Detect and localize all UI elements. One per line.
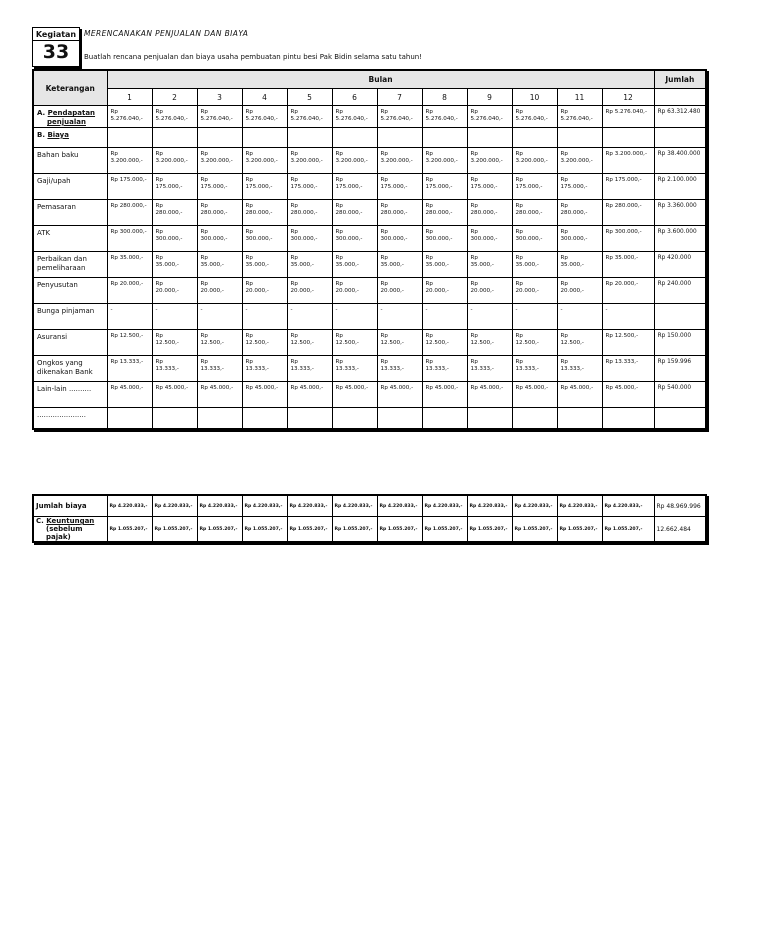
month-header: 5 <box>287 89 332 106</box>
month-cell: Rp 280.000,- <box>602 200 654 226</box>
kegiatan-badge <box>32 27 80 67</box>
month-header: 11 <box>557 89 602 106</box>
month-cell <box>557 128 602 148</box>
month-cell: Rp 13.333,- <box>377 356 422 382</box>
month-header: 7 <box>377 89 422 106</box>
row-label: Ongkos yang dikenakan Bank <box>33 356 107 382</box>
month-cell: Rp 5.276.040,- <box>512 106 557 128</box>
month-cell: Rp 4.220.833,- <box>602 495 654 517</box>
month-cell: Rp 300.000,- <box>422 226 467 252</box>
page-title: MERENCANAKAN PENJUALAN DAN BIAYA <box>84 29 249 38</box>
month-cell: Rp 3.200.000,- <box>377 148 422 174</box>
month-cell: Rp 300.000,- <box>107 226 152 252</box>
month-cell: Rp 3.200.000,- <box>287 148 332 174</box>
total-cell: Rp 150.000 <box>654 330 706 356</box>
total-cell: Rp 240.000 <box>654 278 706 304</box>
month-cell: Rp 35.000,- <box>557 252 602 278</box>
cost-row <box>33 382 706 408</box>
month-cell <box>152 408 197 429</box>
month-cell: Rp 4.220.833,- <box>152 495 197 517</box>
row-label: Penyusutan <box>33 278 107 304</box>
instruction-text: Buatlah rencana penjualan dan biaya usaha pembuatan pintu besi Pak Bidin selama satu tahun! <box>84 53 423 61</box>
month-cell: Rp 300.000,- <box>242 226 287 252</box>
month-cell <box>152 128 197 148</box>
month-cell: Rp 280.000,- <box>377 200 422 226</box>
row-keuntungan <box>33 517 706 543</box>
month-cell: Rp 13.333,- <box>467 356 512 382</box>
month-cell: Rp 4.220.833,- <box>242 495 287 517</box>
month-cell: Rp 3.200.000,- <box>512 148 557 174</box>
month-cell <box>332 408 377 429</box>
month-cell: Rp 1.055.207,- <box>422 517 467 543</box>
month-cell: Rp 280.000,- <box>467 200 512 226</box>
month-cell <box>197 408 242 429</box>
total-cell: Rp 2.100.000 <box>654 174 706 200</box>
month-cell: Rp 12.500,- <box>557 330 602 356</box>
month-cell: Rp 20.000,- <box>287 278 332 304</box>
month-cell: Rp 45.000,- <box>377 382 422 408</box>
month-cell <box>107 128 152 148</box>
month-cell: - <box>512 304 557 330</box>
month-cell: Rp 5.276.040,- <box>152 106 197 128</box>
month-cell: Rp 35.000,- <box>467 252 512 278</box>
month-cell: Rp 1.055.207,- <box>152 517 197 543</box>
row-label: Gaji/upah <box>33 174 107 200</box>
month-cell: Rp 13.333,- <box>197 356 242 382</box>
month-cell <box>287 128 332 148</box>
month-cell: Rp 175.000,- <box>557 174 602 200</box>
month-cell: Rp 45.000,- <box>422 382 467 408</box>
month-cell: Rp 175.000,- <box>107 174 152 200</box>
month-cell: Rp 175.000,- <box>512 174 557 200</box>
month-cell: Rp 12.500,- <box>197 330 242 356</box>
month-cell <box>602 408 654 429</box>
row-label: Lain-lain .......... <box>33 382 107 408</box>
month-cell: Rp 45.000,- <box>197 382 242 408</box>
kegiatan-label: Kegiatan <box>33 28 79 41</box>
month-cell: Rp 4.220.833,- <box>422 495 467 517</box>
month-cell: Rp 12.500,- <box>287 330 332 356</box>
month-cell <box>332 128 377 148</box>
month-cell <box>377 128 422 148</box>
month-cell: Rp 300.000,- <box>287 226 332 252</box>
month-cell: Rp 13.333,- <box>107 356 152 382</box>
row-pendapatan <box>33 106 706 128</box>
month-cell: Rp 175.000,- <box>242 174 287 200</box>
month-cell: Rp 300.000,- <box>512 226 557 252</box>
month-cell: Rp 175.000,- <box>422 174 467 200</box>
month-cell: Rp 5.276.040,- <box>332 106 377 128</box>
month-cell: Rp 20.000,- <box>602 278 654 304</box>
month-cell <box>512 408 557 429</box>
month-cell: Rp 3.200.000,- <box>332 148 377 174</box>
month-cell: Rp 20.000,- <box>557 278 602 304</box>
month-cell: Rp 175.000,- <box>377 174 422 200</box>
cost-row <box>33 408 706 429</box>
month-cell: Rp 35.000,- <box>107 252 152 278</box>
total-cell <box>654 408 706 429</box>
row-label: Jumlah biaya <box>33 495 107 517</box>
total-cell: Rp 540.000 <box>654 382 706 408</box>
month-header: 1 <box>107 89 152 106</box>
month-cell: Rp 300.000,- <box>467 226 512 252</box>
month-cell: Rp 3.200.000,- <box>107 148 152 174</box>
month-header: 3 <box>197 89 242 106</box>
month-cell <box>512 128 557 148</box>
month-cell: Rp 280.000,- <box>332 200 377 226</box>
header-bulan: Bulan <box>107 70 654 89</box>
month-cell: Rp 13.333,- <box>422 356 467 382</box>
month-cell: Rp 12.500,- <box>602 330 654 356</box>
summary-table <box>32 494 707 543</box>
month-cell: Rp 13.333,- <box>152 356 197 382</box>
month-header: 9 <box>467 89 512 106</box>
month-cell: Rp 280.000,- <box>152 200 197 226</box>
month-cell <box>287 408 332 429</box>
month-cell: Rp 280.000,- <box>107 200 152 226</box>
month-cell: Rp 5.276.040,- <box>467 106 512 128</box>
month-cell: Rp 280.000,- <box>557 200 602 226</box>
month-cell: Rp 3.200.000,- <box>557 148 602 174</box>
month-cell: Rp 4.220.833,- <box>512 495 557 517</box>
total-cell: Rp 63.312.480 <box>654 106 706 128</box>
month-header: 6 <box>332 89 377 106</box>
month-cell <box>467 128 512 148</box>
month-cell: Rp 35.000,- <box>602 252 654 278</box>
cost-row <box>33 200 706 226</box>
month-cell: Rp 20.000,- <box>467 278 512 304</box>
row-jumlah-biaya <box>33 495 706 517</box>
month-cell: Rp 1.055.207,- <box>107 517 152 543</box>
month-cell <box>107 408 152 429</box>
cost-row <box>33 174 706 200</box>
month-cell: Rp 5.276.040,- <box>242 106 287 128</box>
plan-table <box>32 69 707 430</box>
month-cell: Rp 20.000,- <box>422 278 467 304</box>
month-cell: Rp 3.200.000,- <box>152 148 197 174</box>
month-cell: Rp 13.333,- <box>287 356 332 382</box>
month-cell: Rp 20.000,- <box>197 278 242 304</box>
month-cell: - <box>602 304 654 330</box>
row-label: Bahan baku <box>33 148 107 174</box>
row-label: Bunga pinjaman <box>33 304 107 330</box>
cost-row <box>33 148 706 174</box>
month-cell: Rp 3.200.000,- <box>197 148 242 174</box>
month-cell: Rp 1.055.207,- <box>512 517 557 543</box>
total-cell: Rp 38.400.000 <box>654 148 706 174</box>
month-cell: Rp 45.000,- <box>152 382 197 408</box>
row-label: Perbaikan dan pemeliharaan <box>33 252 107 278</box>
header-jumlah: Jumlah <box>654 70 706 89</box>
month-cell: Rp 45.000,- <box>242 382 287 408</box>
month-cell: Rp 12.500,- <box>242 330 287 356</box>
month-cell: Rp 300.000,- <box>557 226 602 252</box>
month-cell: Rp 35.000,- <box>332 252 377 278</box>
month-cell: Rp 5.276.040,- <box>602 106 654 128</box>
month-cell: Rp 300.000,- <box>197 226 242 252</box>
cost-row <box>33 330 706 356</box>
month-cell: Rp 13.333,- <box>557 356 602 382</box>
row-label: C. Keuntungan (sebelum pajak) <box>33 517 107 543</box>
total-cell <box>654 128 706 148</box>
total-cell: 12.662.484 <box>654 517 706 543</box>
month-cell: Rp 20.000,- <box>512 278 557 304</box>
month-cell <box>377 408 422 429</box>
total-cell <box>654 304 706 330</box>
month-cell: Rp 12.500,- <box>107 330 152 356</box>
row-label: ATK <box>33 226 107 252</box>
month-cell <box>422 128 467 148</box>
month-cell: Rp 280.000,- <box>197 200 242 226</box>
month-cell: Rp 1.055.207,- <box>602 517 654 543</box>
total-cell: Rp 3.600.000 <box>654 226 706 252</box>
month-cell: Rp 35.000,- <box>512 252 557 278</box>
row-label: Asuransi <box>33 330 107 356</box>
month-cell: Rp 5.276.040,- <box>557 106 602 128</box>
month-cell: Rp 1.055.207,- <box>287 517 332 543</box>
month-cell: Rp 280.000,- <box>242 200 287 226</box>
month-cell: Rp 175.000,- <box>467 174 512 200</box>
month-cell: - <box>467 304 512 330</box>
month-cell: Rp 35.000,- <box>287 252 332 278</box>
month-header: 2 <box>152 89 197 106</box>
month-cell: Rp 13.333,- <box>332 356 377 382</box>
month-cell: Rp 45.000,- <box>512 382 557 408</box>
month-cell: Rp 4.220.833,- <box>377 495 422 517</box>
month-cell: Rp 300.000,- <box>332 226 377 252</box>
month-cell: Rp 45.000,- <box>287 382 332 408</box>
month-cell: Rp 4.220.833,- <box>287 495 332 517</box>
month-cell: Rp 20.000,- <box>152 278 197 304</box>
month-cell: Rp 1.055.207,- <box>557 517 602 543</box>
month-cell: Rp 20.000,- <box>332 278 377 304</box>
month-cell <box>557 408 602 429</box>
row-label: A. Pendapatan penjualan <box>33 106 107 128</box>
month-cell: Rp 5.276.040,- <box>197 106 242 128</box>
month-cell: Rp 12.500,- <box>377 330 422 356</box>
month-cell: Rp 175.000,- <box>602 174 654 200</box>
row-label: ...................... <box>33 408 107 429</box>
month-cell: Rp 4.220.833,- <box>557 495 602 517</box>
month-cell: Rp 280.000,- <box>512 200 557 226</box>
month-cell: Rp 12.500,- <box>512 330 557 356</box>
month-cell: Rp 4.220.833,- <box>332 495 377 517</box>
month-cell <box>602 128 654 148</box>
month-cell: Rp 45.000,- <box>467 382 512 408</box>
month-cell: Rp 175.000,- <box>197 174 242 200</box>
cost-row <box>33 226 706 252</box>
cost-row <box>33 278 706 304</box>
month-cell: Rp 175.000,- <box>287 174 332 200</box>
month-cell: Rp 45.000,- <box>557 382 602 408</box>
month-cell: - <box>152 304 197 330</box>
month-cell: Rp 280.000,- <box>287 200 332 226</box>
month-cell: Rp 12.500,- <box>152 330 197 356</box>
month-cell: Rp 1.055.207,- <box>197 517 242 543</box>
month-cell: Rp 20.000,- <box>242 278 287 304</box>
month-cell: Rp 12.500,- <box>422 330 467 356</box>
row-label: B. Biaya <box>33 128 107 148</box>
month-cell: Rp 280.000,- <box>422 200 467 226</box>
month-cell: Rp 13.333,- <box>242 356 287 382</box>
total-cell: Rp 48.969.996 <box>654 495 706 517</box>
month-cell: - <box>287 304 332 330</box>
month-cell: - <box>107 304 152 330</box>
month-cell: Rp 4.220.833,- <box>467 495 512 517</box>
month-cell <box>242 128 287 148</box>
cost-row <box>33 356 706 382</box>
month-header: 12 <box>602 89 654 106</box>
month-cell: Rp 35.000,- <box>422 252 467 278</box>
month-cell: - <box>332 304 377 330</box>
month-cell: Rp 35.000,- <box>197 252 242 278</box>
row-biaya-header <box>33 128 706 148</box>
month-cell: - <box>422 304 467 330</box>
month-cell: Rp 3.200.000,- <box>467 148 512 174</box>
month-cell: Rp 35.000,- <box>152 252 197 278</box>
month-cell: Rp 3.200.000,- <box>242 148 287 174</box>
month-cell: Rp 300.000,- <box>377 226 422 252</box>
month-cell: Rp 1.055.207,- <box>467 517 512 543</box>
month-cell: Rp 35.000,- <box>377 252 422 278</box>
month-cell <box>467 408 512 429</box>
month-cell: Rp 20.000,- <box>107 278 152 304</box>
month-cell: - <box>197 304 242 330</box>
jumlah-subheader <box>654 89 706 106</box>
month-cell: Rp 3.200.000,- <box>602 148 654 174</box>
month-cell: - <box>242 304 287 330</box>
month-cell: Rp 45.000,- <box>332 382 377 408</box>
month-header: 10 <box>512 89 557 106</box>
month-cell <box>197 128 242 148</box>
month-cell: Rp 5.276.040,- <box>107 106 152 128</box>
month-cell: Rp 300.000,- <box>602 226 654 252</box>
month-header: 8 <box>422 89 467 106</box>
month-cell: Rp 45.000,- <box>107 382 152 408</box>
month-cell: Rp 5.276.040,- <box>377 106 422 128</box>
month-cell: Rp 20.000,- <box>377 278 422 304</box>
month-cell: Rp 45.000,- <box>602 382 654 408</box>
total-cell: Rp 420.000 <box>654 252 706 278</box>
month-cell: Rp 3.200.000,- <box>422 148 467 174</box>
month-cell: Rp 12.500,- <box>332 330 377 356</box>
month-cell: Rp 4.220.833,- <box>197 495 242 517</box>
header-keterangan: Keterangan <box>33 70 107 106</box>
month-cell: Rp 13.333,- <box>512 356 557 382</box>
month-cell: - <box>377 304 422 330</box>
month-cell: Rp 5.276.040,- <box>422 106 467 128</box>
month-cell: Rp 1.055.207,- <box>242 517 287 543</box>
month-cell: Rp 1.055.207,- <box>377 517 422 543</box>
cost-row <box>33 304 706 330</box>
month-cell: Rp 1.055.207,- <box>332 517 377 543</box>
row-label: Pemasaran <box>33 200 107 226</box>
month-cell: Rp 300.000,- <box>152 226 197 252</box>
month-cell: Rp 12.500,- <box>467 330 512 356</box>
month-cell: Rp 175.000,- <box>332 174 377 200</box>
month-cell: Rp 4.220.833,- <box>107 495 152 517</box>
cost-row <box>33 252 706 278</box>
month-cell: Rp 35.000,- <box>242 252 287 278</box>
month-header: 4 <box>242 89 287 106</box>
month-cell <box>422 408 467 429</box>
month-cell: Rp 13.333,- <box>602 356 654 382</box>
month-cell <box>242 408 287 429</box>
month-cell: Rp 5.276.040,- <box>287 106 332 128</box>
month-cell: - <box>557 304 602 330</box>
month-cell: Rp 175.000,- <box>152 174 197 200</box>
total-cell: Rp 159.996 <box>654 356 706 382</box>
kegiatan-number: 33 <box>42 41 70 63</box>
total-cell: Rp 3.360.000 <box>654 200 706 226</box>
